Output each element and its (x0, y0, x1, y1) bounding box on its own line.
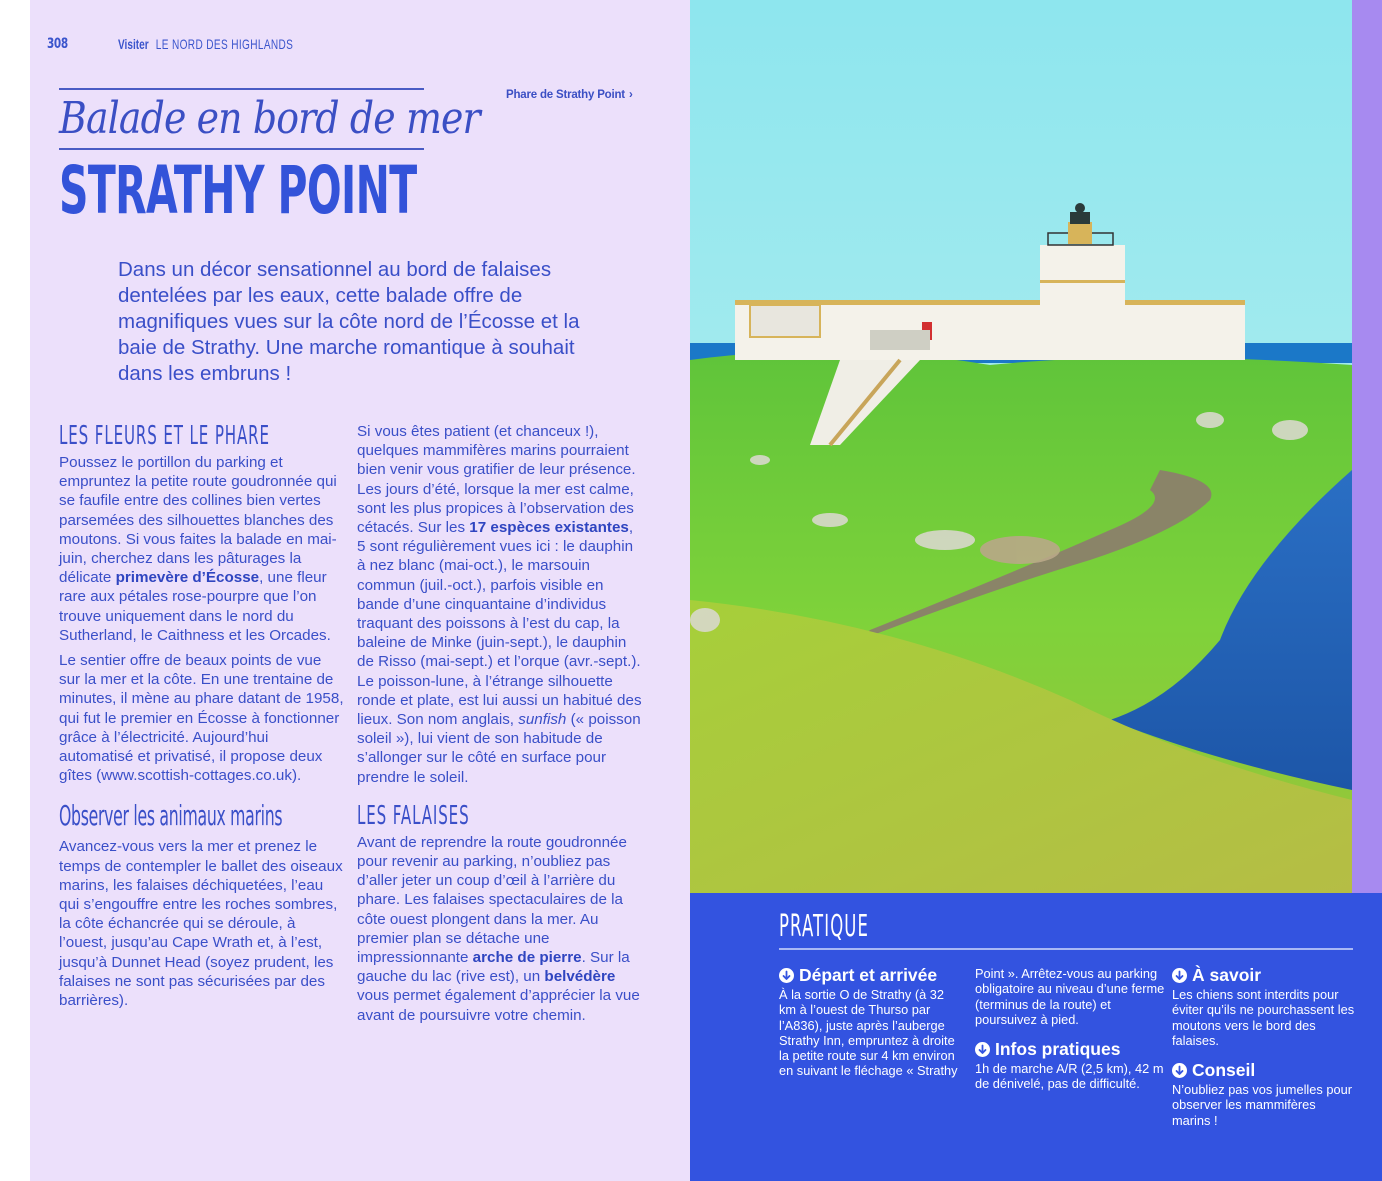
section-heading-falaises: LES FALAISES (357, 800, 470, 831)
arrow-down-circle-icon (1172, 968, 1187, 983)
pratique-column-3 (1172, 965, 1357, 1140)
title-block (59, 88, 480, 150)
pratique-column-1 (779, 965, 964, 1079)
left-page (30, 0, 690, 1181)
paragraph: Le sentier offre de beaux points de vue sur la mer et la côte. En une trentaine de minutes, il mène au phare datant de 1958, qui fut le premier en Écosse à fonctionner grâce à l’électricité. Aujourd’hui automatisé et privatisé, il propose deux gîtes (www.scottish-cottages.co.uk). (59, 652, 344, 785)
paragraph: Poussez le portillon du parking et empruntez la petite route goudronnée qui se faufile entre des collines bien vertes parsemées des silhouettes blanches des moutons. Si vous faites la balade en mai-juin, cherchez dans les pâturages la délicate primevère d’Écosse, une fleur rare aux pétales rose-pourpre que l’on trouve uniquement dans le nord du Sutherland, le Caithness et les Orcades. (59, 454, 337, 644)
running-head-section: Visiter (118, 36, 149, 52)
page-number: 308 (47, 36, 68, 52)
running-head-chapter: LE NORD DES HIGHLANDS (155, 36, 294, 52)
depart-body-continued: Point ». Arrêtez-vous au parking obligatoire au niveau d’une ferme (terminus de la route) et poursuivez à pied. (975, 966, 1165, 1027)
conseil-body: N’oubliez pas vos jumelles pour observer les mammifères marins ! (1172, 1082, 1352, 1128)
divider (779, 948, 1353, 950)
paragraph: Avancez-vous vers la mer et prenez le temps de contempler le ballet des oiseaux marins, les falaises déchiquetées, l’eau qui s’engouffre entre les roches sombres, la côte échancrée qui se déroule, à l’ouest, jusqu’au Cape Wrath et, à l’est, jusqu’à Dunnet Head (soyez prudent, les falaises ne sont pas sécurisées par des barrières). (59, 838, 343, 1010)
running-head (118, 36, 293, 52)
text-column-2 (357, 422, 642, 1031)
arrow-down-circle-icon (975, 1042, 990, 1057)
pratique-title: PRATIQUE (779, 909, 869, 944)
conseil-heading: Conseil (1172, 1060, 1357, 1081)
depart-body: À la sortie O de Strathy (à 32 km à l’ouest de Thurso par l’A836), juste après l’auberge Strathy Inn, empruntez à droite la petite route sur 4 km environ en suivant le fléchage « Strathy (779, 987, 958, 1079)
infos-heading: Infos pratiques (975, 1039, 1165, 1060)
section-heading-animaux: Observer les animaux marins (59, 799, 283, 833)
paragraph: Si vous êtes patient (et chanceux !), quelques mammifères marins pourraient bien venir vous gratifier de leur présence. Les jours d’été, lorsque la mer est calme, sont les plus propices à l’observation des cétacés. Sur les 17 espèces existantes, 5 sont régulièrement vues ici : le dauphin à nez blanc (mai-oct.), le marsouin commun (juil.-oct.), parfois visible en bande d’une cinquantaine d’individus traquant des poissons à l’est du cap, la baleine de Minke (juin-sept.), le dauphin de Risso (mai-sept.) et l’orque (avr.-sept.). Le poisson-lune, à l’étrange silhouette ronde et plate, est lui aussi un habitué des lieux. Son nom anglais, sunfish (« poisson soleil »), lui vient de son habitude de s’allonger sur le côté en surface pour prendre le soleil. (357, 423, 642, 786)
arrow-down-circle-icon (1172, 1063, 1187, 1078)
photo-caption (506, 89, 633, 101)
lighthouse-photo (690, 0, 1352, 893)
page-title: STRATHY POINT (59, 152, 417, 229)
kicker-title: Balade en bord de mer (59, 93, 480, 144)
divider (59, 148, 424, 150)
section-heading-fleurs: LES FLEURS ET LE PHARE (59, 421, 270, 451)
savoir-heading: À savoir (1172, 965, 1357, 986)
savoir-body: Les chiens sont interdits pour éviter qu’ils ne pourchassent les moutons vers le bord des falaises. (1172, 987, 1355, 1048)
text-column-1 (59, 421, 344, 1016)
lede-paragraph: Dans un décor sensationnel au bord de falaises dentelées par les eaux, cette balade offre de magnifiques vues sur la côte nord de l’Écosse et la baie de Strathy. Une marche romantique à souhait dans les embruns ! (118, 258, 580, 385)
infos-body: 1h de marche A/R (2,5 km), 42 m de dénivelé, pas de difficulté. (975, 1061, 1164, 1092)
arrow-down-circle-icon (779, 968, 794, 983)
photo-caption-text: Phare de Strathy Point (506, 89, 625, 101)
pratique-box (690, 893, 1382, 1181)
right-page (690, 0, 1382, 1181)
pratique-column-2 (975, 965, 1165, 1092)
paragraph: Avant de reprendre la route goudronnée pour revenir au parking, n’oubliez pas d’aller jeter un coup d’œil à l’arrière du phare. Les falaises spectaculaires de la côte ouest plongent dans la mer. Au premier plan se détache une impressionnante arche de pierre. Sur la gauche du lac (rive est), un belvédère vous permet également d’apprécier la vue avant de poursuivre votre chemin. (357, 833, 640, 1024)
chevron-right-icon: › (628, 89, 633, 101)
decorative-strip (1352, 0, 1382, 893)
depart-heading: Départ et arrivée (779, 965, 964, 986)
